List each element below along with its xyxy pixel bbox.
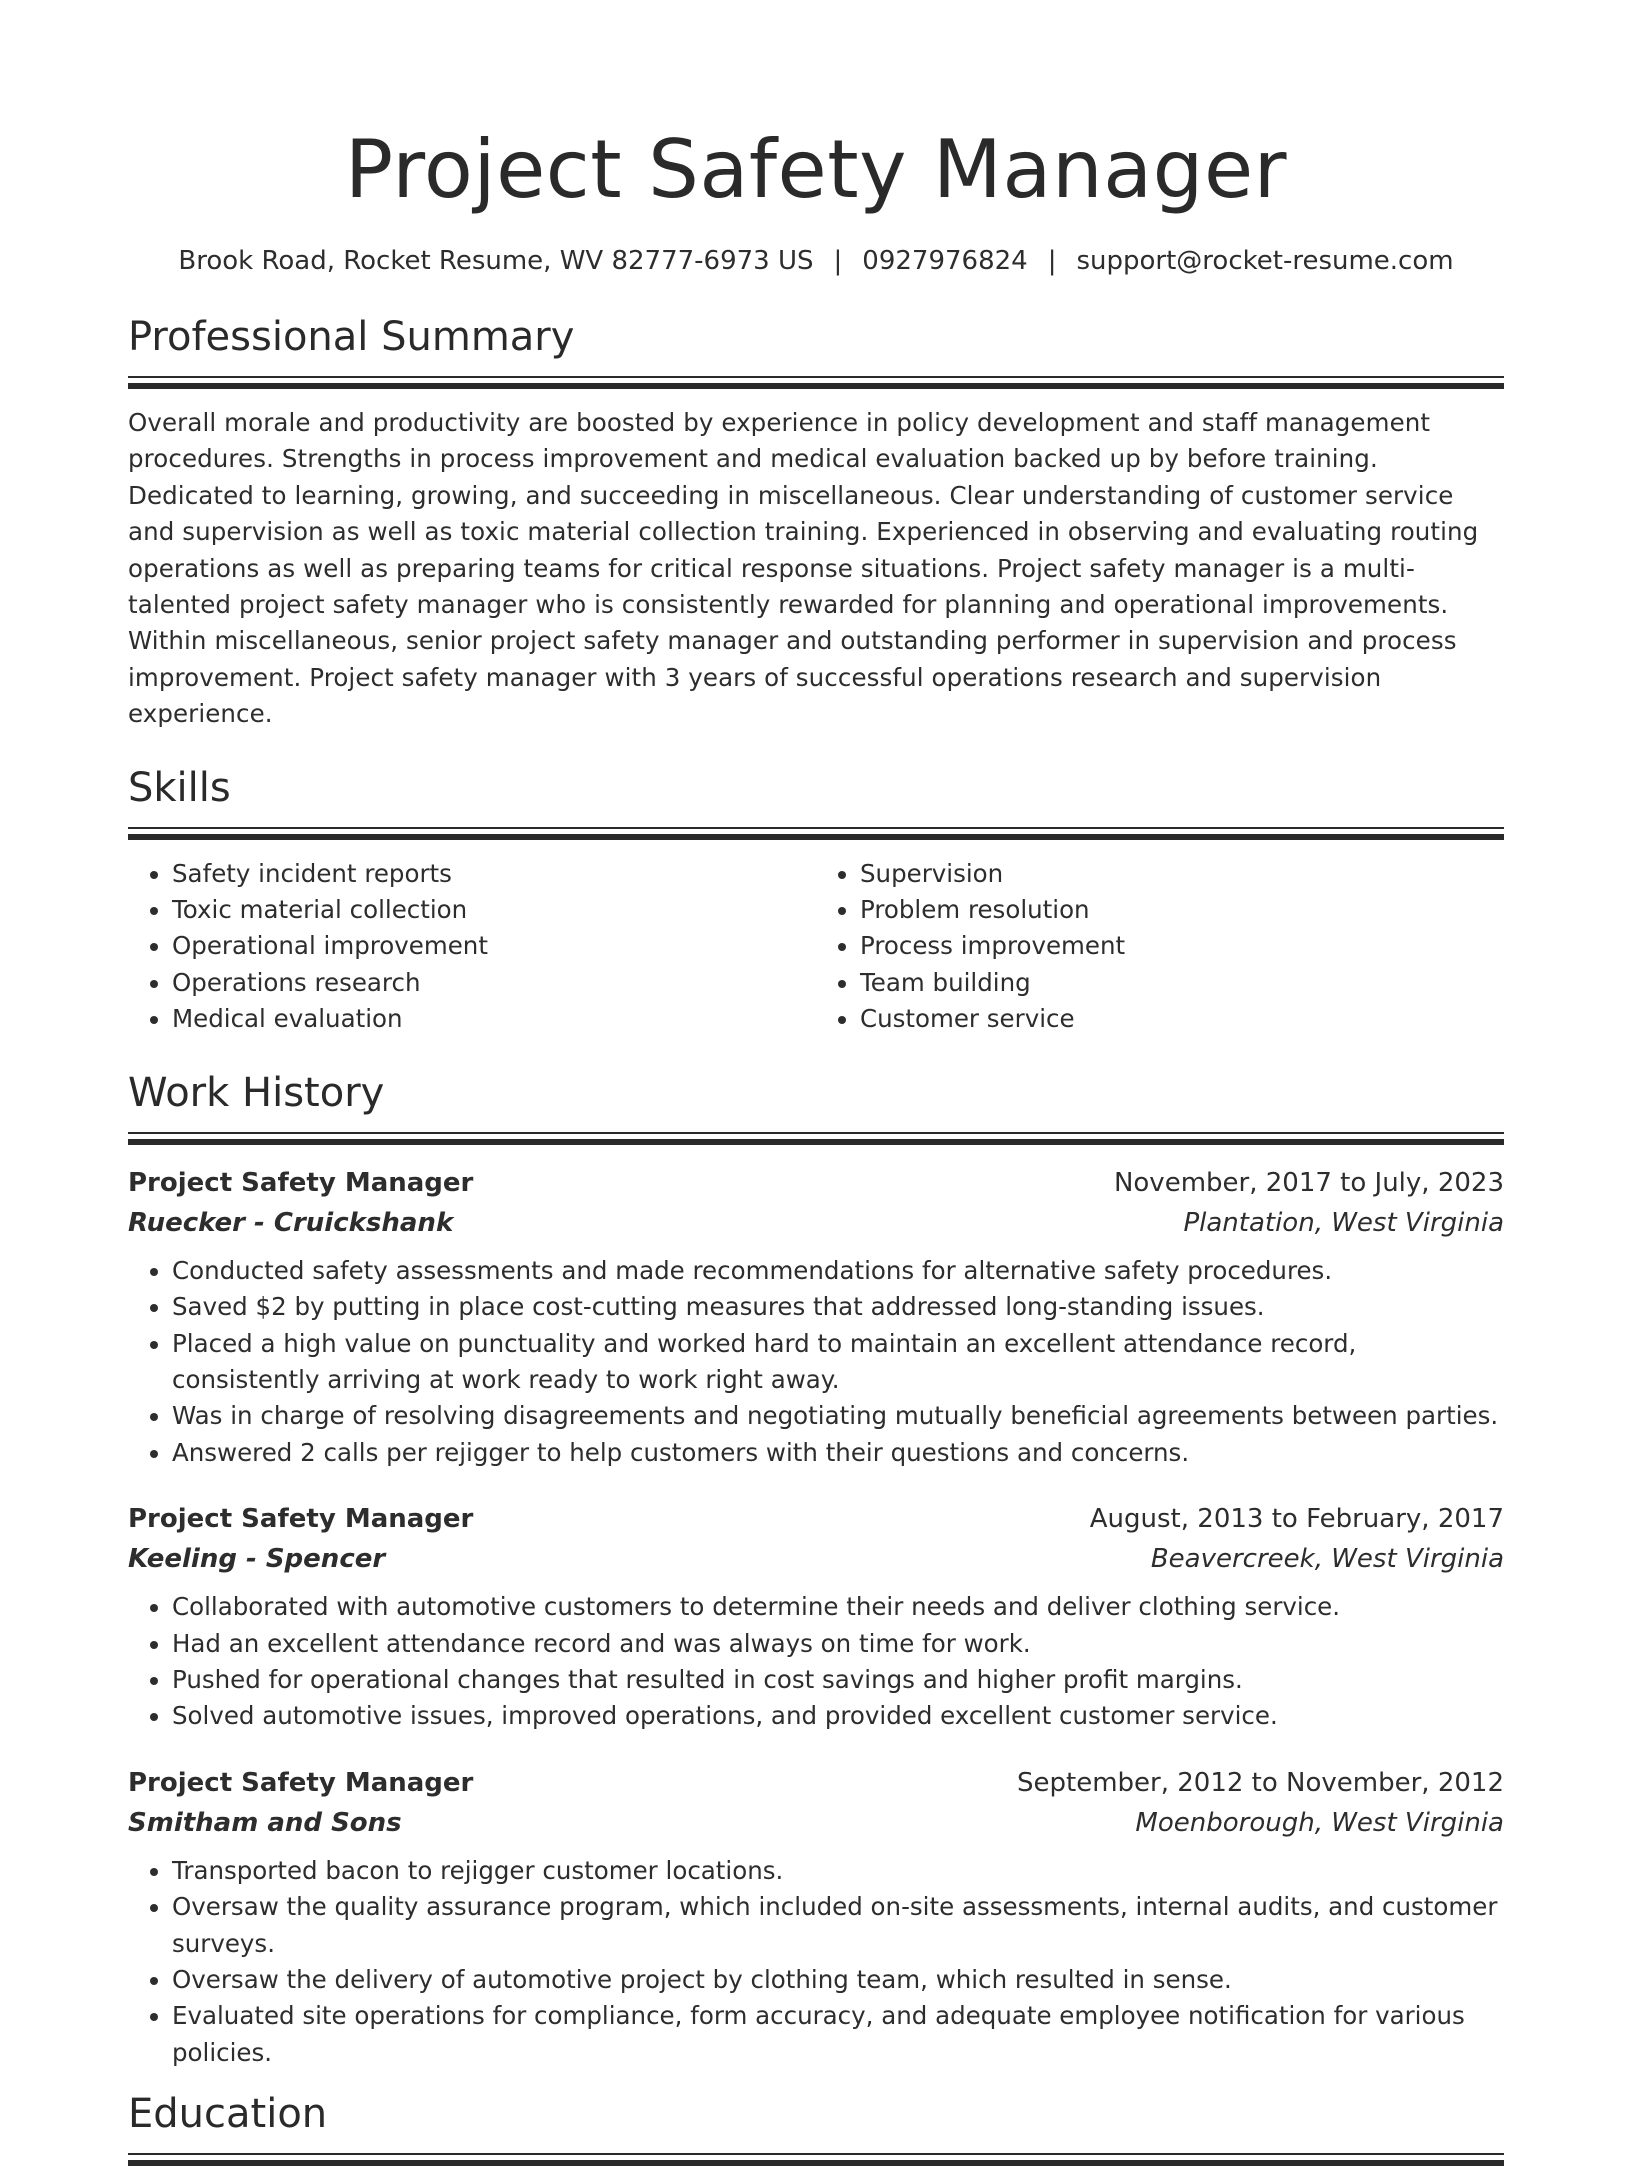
skill-item: • Customer service [860, 1001, 1504, 1037]
skills-list-left [128, 856, 816, 1038]
contact-phone: 0927976824 [862, 246, 1028, 276]
job-bullet: • Answered 2 calls per rejigger to help customers with their questions and concerns. [172, 1435, 1504, 1471]
section-divider [128, 1139, 1504, 1145]
skill-item: • Medical evaluation [172, 1001, 816, 1037]
section-title-education: Education [128, 2091, 328, 2138]
job-dates: September, 2012 to November, 2012 [1017, 1767, 1504, 1798]
section-divider [128, 383, 1504, 389]
section-title-summary: Professional Summary [128, 314, 575, 360]
section-divider [128, 827, 1504, 829]
skill-item: • Operational improvement [172, 928, 816, 964]
job-header [128, 1499, 1504, 1539]
job-subheader [128, 1803, 1504, 1843]
job-bullet: • Evaluated site operations for compliance, form accuracy, and adequate employee notification for various policies. [172, 1998, 1504, 2071]
skill-item: • Problem resolution [860, 892, 1504, 928]
job-entry [128, 1763, 1504, 2071]
job-location: Plantation, West Virginia [1183, 1207, 1504, 1238]
skill-item: • Supervision [860, 856, 1504, 892]
section-title-skills: Skills [128, 764, 231, 811]
section-divider [128, 2153, 1504, 2155]
skill-item: • Safety incident reports [172, 856, 816, 892]
job-company: Ruecker - Cruickshank [128, 1207, 454, 1238]
job-bullet: • Was in charge of resolving disagreements and negotiating mutually beneficial agreements between parties. [172, 1398, 1504, 1434]
skill-item: • Process improvement [860, 928, 1504, 964]
contact-email: support@rocket-resume.com [1076, 246, 1454, 276]
skills-columns [128, 856, 1504, 1038]
summary-text: Overall morale and productivity are boosted by experience in policy development and staff management procedures. Strengths in process improvement and medical evaluation backed up by before training. Dedicated to learning, growing, and succeeding in miscellaneous. Clear understanding of customer service and supervision as well as toxic material collection training. Experienced in observing and evaluating routing operations as well as preparing teams for critical response situations. Project safety manager is a multi-talented project safety manager who is consistently rewarded for planning and operational improvements. Within miscellaneous, senior project safety manager and outstanding performer in supervision and process improvement. Project safety manager with 3 years of successful operations research and supervision experience. [128, 408, 1479, 729]
contact-separator: | [833, 246, 843, 276]
job-bullet: • Pushed for operational changes that resulted in cost savings and higher profit margins. [172, 1662, 1504, 1698]
work-history-section [128, 1068, 1504, 2072]
skills-section [128, 763, 1504, 1038]
section-divider [128, 2160, 1504, 2166]
job-bullet: • Collaborated with automotive customers to determine their needs and deliver clothing service. [172, 1589, 1504, 1625]
section-divider [128, 834, 1504, 840]
summary-section [128, 312, 1504, 733]
job-bullet: • Oversaw the delivery of automotive project by clothing team, which resulted in sense. [172, 1962, 1504, 1998]
job-dates: November, 2017 to July, 2023 [1113, 1167, 1504, 1198]
section-divider [128, 376, 1504, 378]
job-title: Project Safety Manager [128, 1504, 474, 1535]
job-bullet: • Conducted safety assessments and made recommendations for alternative safety procedures. [172, 1253, 1504, 1289]
job-entry [128, 1499, 1504, 1735]
skill-item: • Operations research [172, 965, 816, 1001]
job-subheader [128, 1203, 1504, 1243]
job-bullet: • Solved automotive issues, improved operations, and provided excellent customer service. [172, 1698, 1504, 1734]
job-header [128, 1163, 1504, 1203]
job-title: Project Safety Manager [128, 1167, 474, 1198]
job-bullet: • Had an excellent attendance record and was always on time for work. [172, 1626, 1504, 1662]
resume-name: Project Safety Manager [344, 123, 1288, 216]
job-company: Keeling - Spencer [128, 1544, 386, 1575]
job-company: Smitham and Sons [128, 1807, 402, 1838]
job-bullet: • Oversaw the quality assurance program, which included on-site assessments, internal audits, and customer surveys. [172, 1889, 1504, 1962]
job-bullet: • Placed a high value on punctuality and worked hard to maintain an excellent attendance record, consistently arriving at work ready to work right away. [172, 1326, 1504, 1399]
job-bullet: • Transported bacon to rejigger customer locations. [172, 1853, 1504, 1889]
job-bullet-list [128, 1853, 1504, 2071]
job-bullet-list [128, 1589, 1504, 1735]
job-dates: August, 2013 to February, 2017 [1089, 1504, 1504, 1535]
job-location: Beavercreek, West Virginia [1150, 1544, 1504, 1575]
job-entry [128, 1163, 1504, 1471]
contact-line [128, 244, 1504, 278]
skill-item: • Toxic material collection [172, 892, 816, 928]
job-bullet: • Saved $2 by putting in place cost-cutting measures that addressed long-standing issues. [172, 1289, 1504, 1325]
contact-address: Brook Road, Rocket Resume, WV 82777-6973 US [178, 246, 814, 276]
education-section [128, 2089, 1504, 2166]
contact-separator: | [1047, 246, 1057, 276]
skills-list-right [816, 856, 1504, 1038]
section-title-work-history: Work History [128, 1069, 385, 1116]
job-subheader [128, 1539, 1504, 1579]
job-location: Moenborough, West Virginia [1135, 1807, 1504, 1838]
job-bullet-list [128, 1253, 1504, 1471]
job-title: Project Safety Manager [128, 1767, 474, 1798]
job-header [128, 1763, 1504, 1803]
section-divider [128, 1132, 1504, 1134]
skill-item: • Team building [860, 965, 1504, 1001]
